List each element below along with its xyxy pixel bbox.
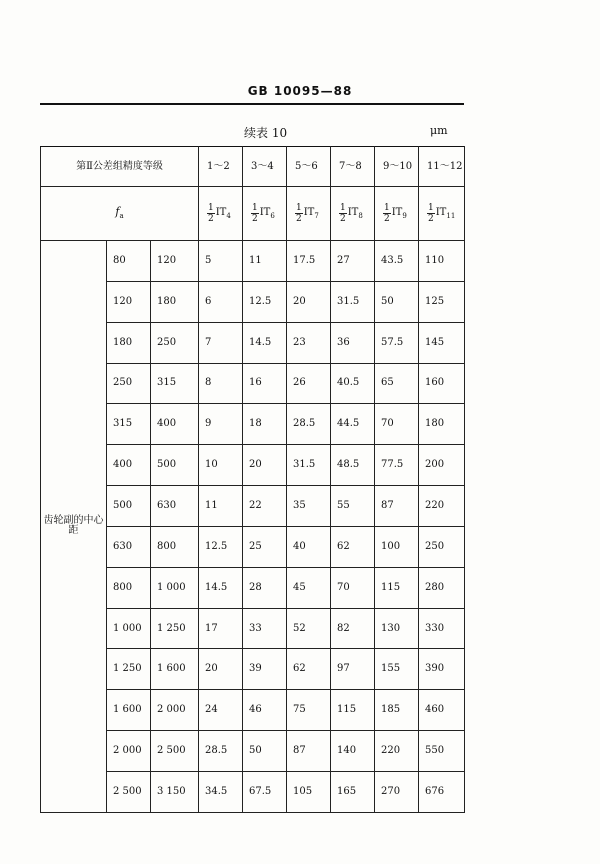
distance-from: 2 000: [107, 731, 151, 772]
distance-from: 180: [107, 322, 151, 363]
value-cell: 550: [419, 731, 465, 772]
distance-to: 120: [151, 241, 199, 282]
value-cell: 165: [331, 771, 375, 812]
value-cell: 24: [199, 690, 243, 731]
standard-number-header: GB 10095—88: [247, 84, 353, 98]
distance-to: 500: [151, 445, 199, 486]
value-cell: 100: [375, 526, 419, 567]
it-grade: [436, 207, 456, 218]
fraction-numerator: 1: [384, 203, 390, 213]
it-grade: [260, 207, 275, 218]
value-cell: 20: [199, 649, 243, 690]
value-cell: 17.5: [287, 241, 331, 282]
distance-from: 1 250: [107, 649, 151, 690]
distance-from: 630: [107, 526, 151, 567]
value-cell: 23: [287, 322, 331, 363]
distance-from: 800: [107, 567, 151, 608]
value-cell: 18: [243, 404, 287, 445]
value-cell: 50: [375, 281, 419, 322]
fraction: [251, 203, 259, 224]
value-cell: 390: [419, 649, 465, 690]
it-symbol: IT: [259, 206, 271, 218]
table-row: [41, 241, 465, 282]
it-symbol: IT: [435, 206, 447, 218]
value-cell: 27: [331, 241, 375, 282]
value-cell: 125: [419, 281, 465, 322]
fraction-denominator: 2: [208, 214, 214, 224]
formula-cell: [375, 187, 419, 241]
distance-to: 315: [151, 363, 199, 404]
value-cell: 65: [375, 363, 419, 404]
distance-from: 250: [107, 363, 151, 404]
value-cell: 185: [375, 690, 419, 731]
distance-from: 1 600: [107, 690, 151, 731]
value-cell: 115: [331, 690, 375, 731]
value-cell: 45: [287, 567, 331, 608]
it-sub: 4: [226, 211, 231, 220]
value-cell: 67.5: [243, 771, 287, 812]
it-grade: [348, 207, 363, 218]
fraction: [339, 203, 347, 224]
fraction-numerator: 1: [252, 203, 258, 213]
fraction-numerator: 1: [340, 203, 346, 213]
value-cell: 14.5: [199, 567, 243, 608]
it-symbol: IT: [215, 206, 227, 218]
value-cell: 180: [419, 404, 465, 445]
value-cell: 31.5: [331, 281, 375, 322]
it-sub: 7: [314, 211, 319, 220]
fraction-denominator: 2: [384, 214, 390, 224]
distance-to: 250: [151, 322, 199, 363]
value-cell: 16: [243, 363, 287, 404]
value-cell: 7: [199, 322, 243, 363]
value-cell: 28: [243, 567, 287, 608]
value-cell: 115: [375, 567, 419, 608]
value-cell: 97: [331, 649, 375, 690]
value-cell: 14.5: [243, 322, 287, 363]
distance-to: 2 000: [151, 690, 199, 731]
value-cell: 17: [199, 608, 243, 649]
value-cell: 676: [419, 771, 465, 812]
fraction-numerator: 1: [296, 203, 302, 213]
fraction-denominator: 2: [252, 214, 258, 224]
value-cell: 55: [331, 486, 375, 527]
fraction: [207, 203, 215, 224]
distance-to: 1 250: [151, 608, 199, 649]
value-cell: 6: [199, 281, 243, 322]
value-cell: 20: [243, 445, 287, 486]
grade-header: 7～8: [331, 147, 375, 187]
it-grade: [392, 207, 407, 218]
value-cell: 48.5: [331, 445, 375, 486]
it-grade: [304, 207, 319, 218]
value-cell: 46: [243, 690, 287, 731]
value-cell: 44.5: [331, 404, 375, 445]
formula-cell: [419, 187, 465, 241]
param-symbol-sub: a: [119, 212, 124, 221]
grade-header: 3～4: [243, 147, 287, 187]
value-cell: 28.5: [199, 731, 243, 772]
value-cell: 40.5: [331, 363, 375, 404]
value-cell: 160: [419, 363, 465, 404]
value-cell: 39: [243, 649, 287, 690]
value-cell: 62: [287, 649, 331, 690]
distance-to: 2 500: [151, 731, 199, 772]
formula-cell: [331, 187, 375, 241]
distance-from: 2 500: [107, 771, 151, 812]
row-group-label: 齿轮副的中心距: [41, 241, 107, 813]
it-symbol: IT: [347, 206, 359, 218]
fraction-denominator: 2: [296, 214, 302, 224]
fraction-denominator: 2: [340, 214, 346, 224]
value-cell: 200: [419, 445, 465, 486]
it-sub: 8: [358, 211, 363, 220]
value-cell: 36: [331, 322, 375, 363]
value-cell: 43.5: [375, 241, 419, 282]
value-cell: 33: [243, 608, 287, 649]
value-cell: 220: [419, 486, 465, 527]
value-cell: 22: [243, 486, 287, 527]
distance-to: 630: [151, 486, 199, 527]
formula-cell: [243, 187, 287, 241]
it-sub: 11: [446, 211, 456, 220]
value-cell: 77.5: [375, 445, 419, 486]
distance-from: 315: [107, 404, 151, 445]
distance-to: 1 000: [151, 567, 199, 608]
value-cell: 26: [287, 363, 331, 404]
distance-from: 400: [107, 445, 151, 486]
value-cell: 40: [287, 526, 331, 567]
value-cell: 9: [199, 404, 243, 445]
value-cell: 110: [419, 241, 465, 282]
value-cell: 57.5: [375, 322, 419, 363]
fraction-numerator: 1: [208, 203, 214, 213]
it-sub: 9: [402, 211, 407, 220]
value-cell: 70: [375, 404, 419, 445]
value-cell: 140: [331, 731, 375, 772]
distance-to: 1 600: [151, 649, 199, 690]
distance-from: 80: [107, 241, 151, 282]
distance-to: 180: [151, 281, 199, 322]
value-cell: 52: [287, 608, 331, 649]
value-cell: 35: [287, 486, 331, 527]
it-sub: 6: [270, 211, 275, 220]
value-cell: 220: [375, 731, 419, 772]
grade-header: 1～2: [199, 147, 243, 187]
value-cell: 8: [199, 363, 243, 404]
value-cell: 270: [375, 771, 419, 812]
it-symbol: IT: [391, 206, 403, 218]
value-cell: 12.5: [243, 281, 287, 322]
value-cell: 34.5: [199, 771, 243, 812]
formula-header-row: [41, 187, 465, 241]
value-cell: 5: [199, 241, 243, 282]
value-cell: 130: [375, 608, 419, 649]
value-cell: 31.5: [287, 445, 331, 486]
value-cell: 330: [419, 608, 465, 649]
distance-from: 1 000: [107, 608, 151, 649]
fraction: [427, 203, 435, 224]
param-symbol: [41, 187, 199, 241]
value-cell: 10: [199, 445, 243, 486]
distance-to: 800: [151, 526, 199, 567]
value-cell: 82: [331, 608, 375, 649]
value-cell: 280: [419, 567, 465, 608]
value-cell: 25: [243, 526, 287, 567]
grade-header: 11～12: [419, 147, 465, 187]
value-cell: 155: [375, 649, 419, 690]
group-label: 第Ⅱ公差组精度等级: [41, 147, 199, 187]
formula-cell: [287, 187, 331, 241]
it-grade: [216, 207, 231, 218]
unit-label: μm: [430, 124, 448, 137]
distance-to: 3 150: [151, 771, 199, 812]
header-rule: [40, 103, 464, 105]
value-cell: 20: [287, 281, 331, 322]
value-cell: 62: [331, 526, 375, 567]
value-cell: 87: [375, 486, 419, 527]
value-cell: 145: [419, 322, 465, 363]
value-cell: 70: [331, 567, 375, 608]
grade-header: 5～6: [287, 147, 331, 187]
fraction: [295, 203, 303, 224]
grade-header-row: [41, 147, 465, 187]
value-cell: 105: [287, 771, 331, 812]
fraction-denominator: 2: [428, 214, 434, 224]
formula-cell: [199, 187, 243, 241]
value-cell: 460: [419, 690, 465, 731]
value-cell: 75: [287, 690, 331, 731]
distance-from: 120: [107, 281, 151, 322]
grade-header: 9～10: [375, 147, 419, 187]
tolerance-table: [40, 146, 465, 813]
distance-from: 500: [107, 486, 151, 527]
value-cell: 11: [243, 241, 287, 282]
value-cell: 50: [243, 731, 287, 772]
value-cell: 12.5: [199, 526, 243, 567]
it-symbol: IT: [303, 206, 315, 218]
fraction-numerator: 1: [428, 203, 434, 213]
value-cell: 87: [287, 731, 331, 772]
table-caption: 续表 10: [244, 126, 288, 140]
fraction: [383, 203, 391, 224]
distance-to: 400: [151, 404, 199, 445]
value-cell: 250: [419, 526, 465, 567]
param-symbol-letter: f: [115, 205, 120, 219]
value-cell: 28.5: [287, 404, 331, 445]
value-cell: 11: [199, 486, 243, 527]
